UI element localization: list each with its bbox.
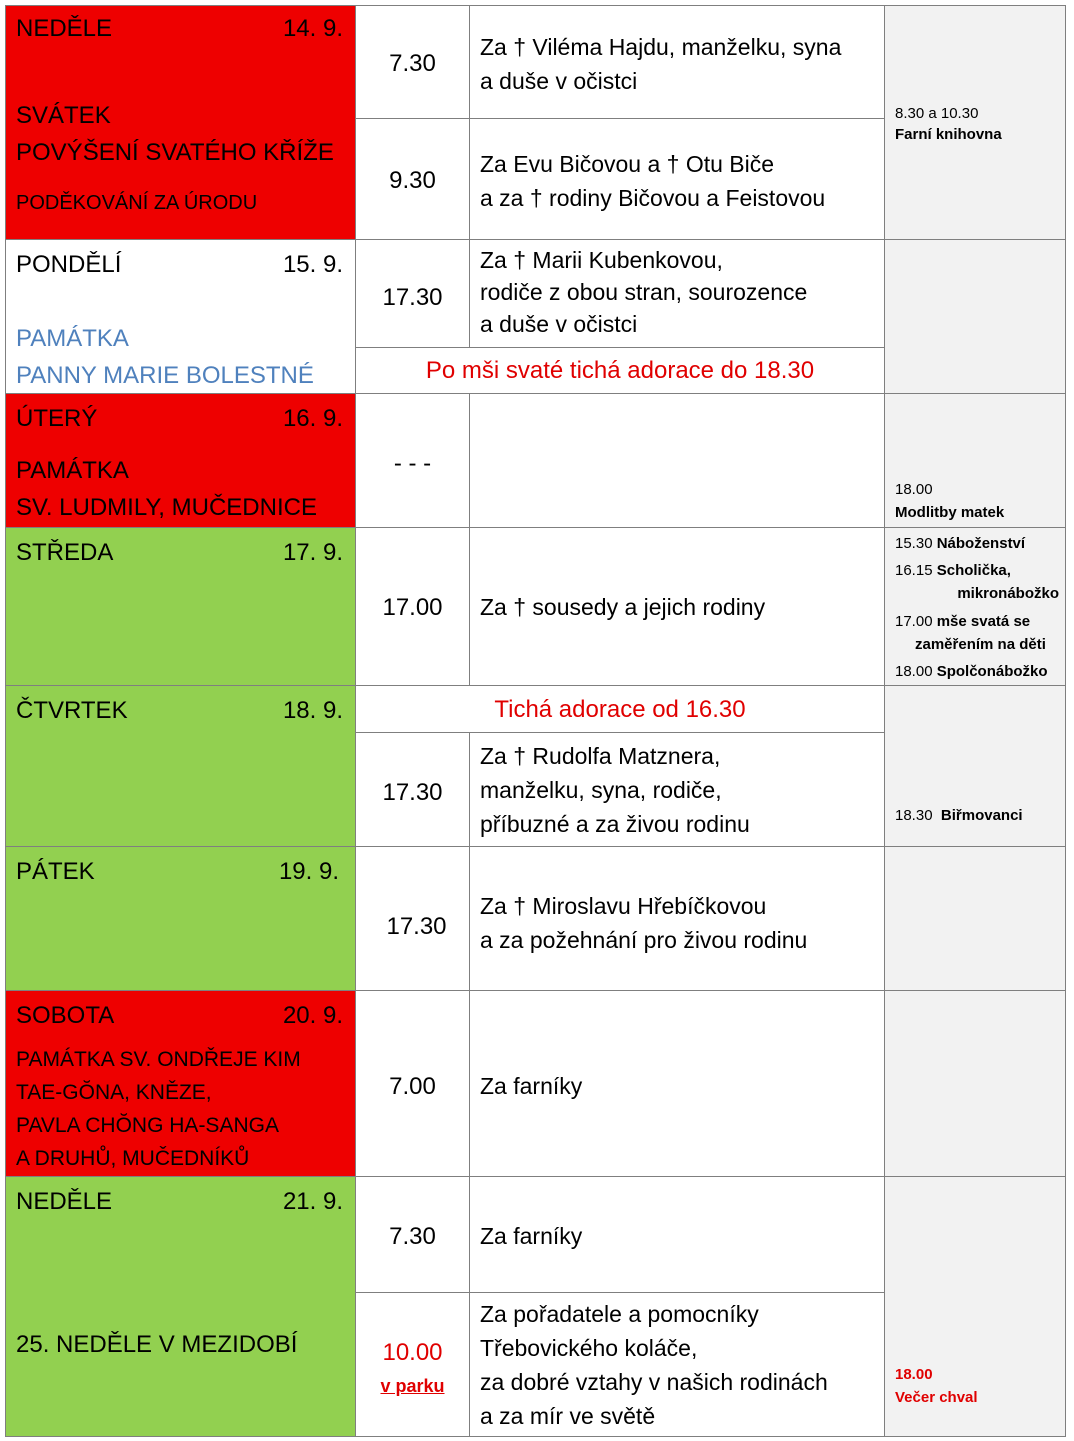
day-date: 15. 9. xyxy=(282,251,343,278)
day-name: PÁTEK xyxy=(16,858,95,885)
adoration-banner-cell xyxy=(355,347,885,394)
intention-line: manželku, syna, rodiče, xyxy=(480,777,722,803)
intention-line: Za † Rudolfa Matznera, xyxy=(480,743,721,769)
feast-line: PAMÁTKA xyxy=(16,457,129,484)
event-label: Scholička, xyxy=(936,562,1011,579)
event-label-cont: mikronábožko xyxy=(957,585,1059,602)
event-note xyxy=(895,478,1061,524)
mass-intention xyxy=(480,30,878,98)
day-date: 17. 9. xyxy=(282,539,343,566)
event-label: Spolčonábožko xyxy=(936,663,1048,680)
mass-time-cell xyxy=(355,1176,470,1293)
mass-time-cell xyxy=(355,732,470,847)
day-cell-friday-19 xyxy=(5,846,356,991)
notes-cell xyxy=(884,846,1066,991)
mass-time-cell xyxy=(355,5,470,119)
event-label: Náboženství xyxy=(936,535,1026,552)
feast-line: SVÁTEK xyxy=(16,102,111,129)
event-note xyxy=(895,532,1061,555)
intention-line: příbuzné a za živou rodinu xyxy=(480,811,750,837)
event-label: Modlitby matek xyxy=(895,504,1005,521)
mass-intention xyxy=(480,1297,878,1433)
mass-time-cell xyxy=(355,393,470,528)
mass-intention xyxy=(480,1219,878,1253)
intention-line: Za † Viléma Hajdu, manželku, syna xyxy=(480,34,842,60)
mass-time-cell xyxy=(355,527,470,686)
intention-line: Za farníky xyxy=(480,1073,583,1099)
mass-intention-cell xyxy=(469,239,885,348)
mass-time: 17.30 xyxy=(382,284,443,311)
notes-cell xyxy=(884,1176,1066,1437)
adoration-banner: Tichá adorace od 16.30 xyxy=(494,696,746,723)
day-cell-sunday-21 xyxy=(5,1176,356,1437)
event-label: mše svatá se xyxy=(936,613,1031,630)
notes-cell xyxy=(884,990,1066,1177)
mass-time: 17.30 xyxy=(382,779,443,806)
mass-time-cell xyxy=(355,1292,470,1437)
day-cell-thursday-18 xyxy=(5,685,356,847)
notes-cell xyxy=(884,239,1066,394)
mass-intention-cell xyxy=(469,990,885,1177)
day-date: 16. 9. xyxy=(282,405,343,432)
notes-cell xyxy=(884,685,1066,847)
mass-intention-cell xyxy=(469,393,885,528)
event-label: Farní knihovna xyxy=(895,126,1002,143)
intention-line: Za † sousedy a jejich rodiny xyxy=(480,594,766,620)
feast-line: PAMÁTKA xyxy=(16,325,129,352)
event-time: 18.00 xyxy=(895,1366,933,1383)
mass-time: 10.00 xyxy=(382,1339,443,1366)
event-label: Biřmovanci xyxy=(940,807,1023,824)
mass-place: v parku xyxy=(380,1376,445,1396)
mass-intention-cell xyxy=(469,846,885,991)
day-cell-saturday-20 xyxy=(5,990,356,1177)
day-date: 14. 9. xyxy=(282,15,343,42)
event-note xyxy=(895,804,1061,827)
event-label: Večer chval xyxy=(895,1389,978,1406)
day-date: 21. 9. xyxy=(282,1188,343,1215)
mass-intention xyxy=(480,739,878,841)
intention-line: za dobré vztahy v našich rodinách xyxy=(480,1369,828,1395)
day-cell-monday-15 xyxy=(5,239,356,394)
mass-intention xyxy=(480,590,878,624)
feast-line: PAMÁTKA SV. ONDŘEJE KIM xyxy=(16,1048,301,1071)
mass-intention-cell xyxy=(469,527,885,686)
event-note xyxy=(895,102,1061,146)
intention-line: Za pořadatele a pomocníky xyxy=(480,1301,759,1327)
mass-intention xyxy=(480,244,878,340)
event-note xyxy=(895,660,1061,683)
intention-line: Za † Miroslavu Hřebíčkovou xyxy=(480,893,767,919)
mass-time: 7.30 xyxy=(389,1223,436,1250)
mass-time: 9.30 xyxy=(389,167,436,194)
feast-line: A DRUHŮ, MUČEDNÍKŮ xyxy=(16,1147,250,1170)
day-cell-wednesday-17 xyxy=(5,527,356,686)
feast-line: TAE-GŎNA, KNĚZE, xyxy=(16,1081,212,1104)
day-name: STŘEDA xyxy=(16,539,114,566)
day-name: NEDĚLE xyxy=(16,1188,113,1215)
intention-line: Za farníky xyxy=(480,1223,583,1249)
mass-intention xyxy=(480,889,878,957)
intention-line: a za mír ve světě xyxy=(480,1403,656,1429)
mass-time: - - - xyxy=(393,450,432,477)
mass-intention-cell xyxy=(469,732,885,847)
intention-line: a duše v očistci xyxy=(480,68,638,94)
event-time: 17.00 xyxy=(895,613,933,630)
weekly-schedule-table xyxy=(5,5,1066,1437)
notes-cell xyxy=(884,393,1066,528)
feast-line: 25. NEDĚLE V MEZIDOBÍ xyxy=(16,1331,298,1358)
notes-cell xyxy=(884,5,1066,240)
mass-time: 7.30 xyxy=(389,50,436,77)
day-name: SOBOTA xyxy=(16,1002,115,1029)
day-cell-tuesday-16 xyxy=(5,393,356,528)
event-time: 16.15 xyxy=(895,562,933,579)
feast-line: PAVLA CHŎNG HA-SANGA xyxy=(16,1114,279,1137)
intention-line: Za Evu Bičovou a † Otu Biče xyxy=(480,151,775,177)
day-date: 20. 9. xyxy=(282,1002,343,1029)
mass-intention xyxy=(480,1069,878,1103)
adoration-banner: Po mši svaté tichá adorace do 18.30 xyxy=(425,357,815,384)
event-time: 18.00 xyxy=(895,481,933,498)
day-cell-sunday-14 xyxy=(5,5,356,240)
mass-time-cell xyxy=(355,990,470,1177)
feast-line: PANNY MARIE BOLESTNÉ xyxy=(16,362,314,389)
mass-time: 17.00 xyxy=(382,594,443,621)
intention-line: Třebovického koláče, xyxy=(480,1335,698,1361)
mass-intention xyxy=(480,147,878,215)
event-time: 15.30 xyxy=(895,535,933,552)
day-date: 19. 9. xyxy=(278,858,339,885)
event-time: 18.00 xyxy=(895,663,933,680)
event-note xyxy=(895,559,1061,605)
feast-line: SV. LUDMILY, MUČEDNICE xyxy=(16,494,317,521)
mass-intention-cell xyxy=(469,1176,885,1293)
intention-line: a duše v očistci xyxy=(480,311,638,337)
feast-subtitle: PODĚKOVÁNÍ ZA ÚRODU xyxy=(16,192,258,214)
mass-time: 7.00 xyxy=(389,1073,436,1100)
mass-intention-cell xyxy=(469,5,885,119)
mass-time-cell xyxy=(355,239,470,348)
event-label-cont: zaměřením na děti xyxy=(915,636,1046,653)
day-name: ÚTERÝ xyxy=(16,405,98,432)
notes-cell xyxy=(884,527,1066,686)
intention-line: rodiče z obou stran, sourozence xyxy=(480,279,808,305)
day-name: NEDĚLE xyxy=(16,15,113,42)
day-name: ČTVRTEK xyxy=(16,697,128,724)
mass-time: 17.30 xyxy=(386,913,447,940)
event-note xyxy=(895,610,1061,656)
feast-line: POVÝŠENÍ SVATÉHO KŘÍŽE xyxy=(16,139,334,166)
day-date: 18. 9. xyxy=(282,697,343,724)
event-time: 18.30 xyxy=(895,807,933,824)
mass-time-cell xyxy=(355,118,470,240)
intention-line: a za † rodiny Bičovou a Feistovou xyxy=(480,185,826,211)
intention-line: Za † Marii Kubenkovou, xyxy=(480,247,723,273)
event-note xyxy=(895,1363,1061,1409)
mass-intention-cell xyxy=(469,118,885,240)
mass-time-cell xyxy=(355,846,470,991)
event-time: 8.30 a 10.30 xyxy=(895,105,979,122)
day-name: PONDĚLÍ xyxy=(16,251,122,278)
mass-intention-cell xyxy=(469,1292,885,1437)
intention-line: a za požehnání pro živou rodinu xyxy=(480,927,808,953)
adoration-banner-cell xyxy=(355,685,885,733)
